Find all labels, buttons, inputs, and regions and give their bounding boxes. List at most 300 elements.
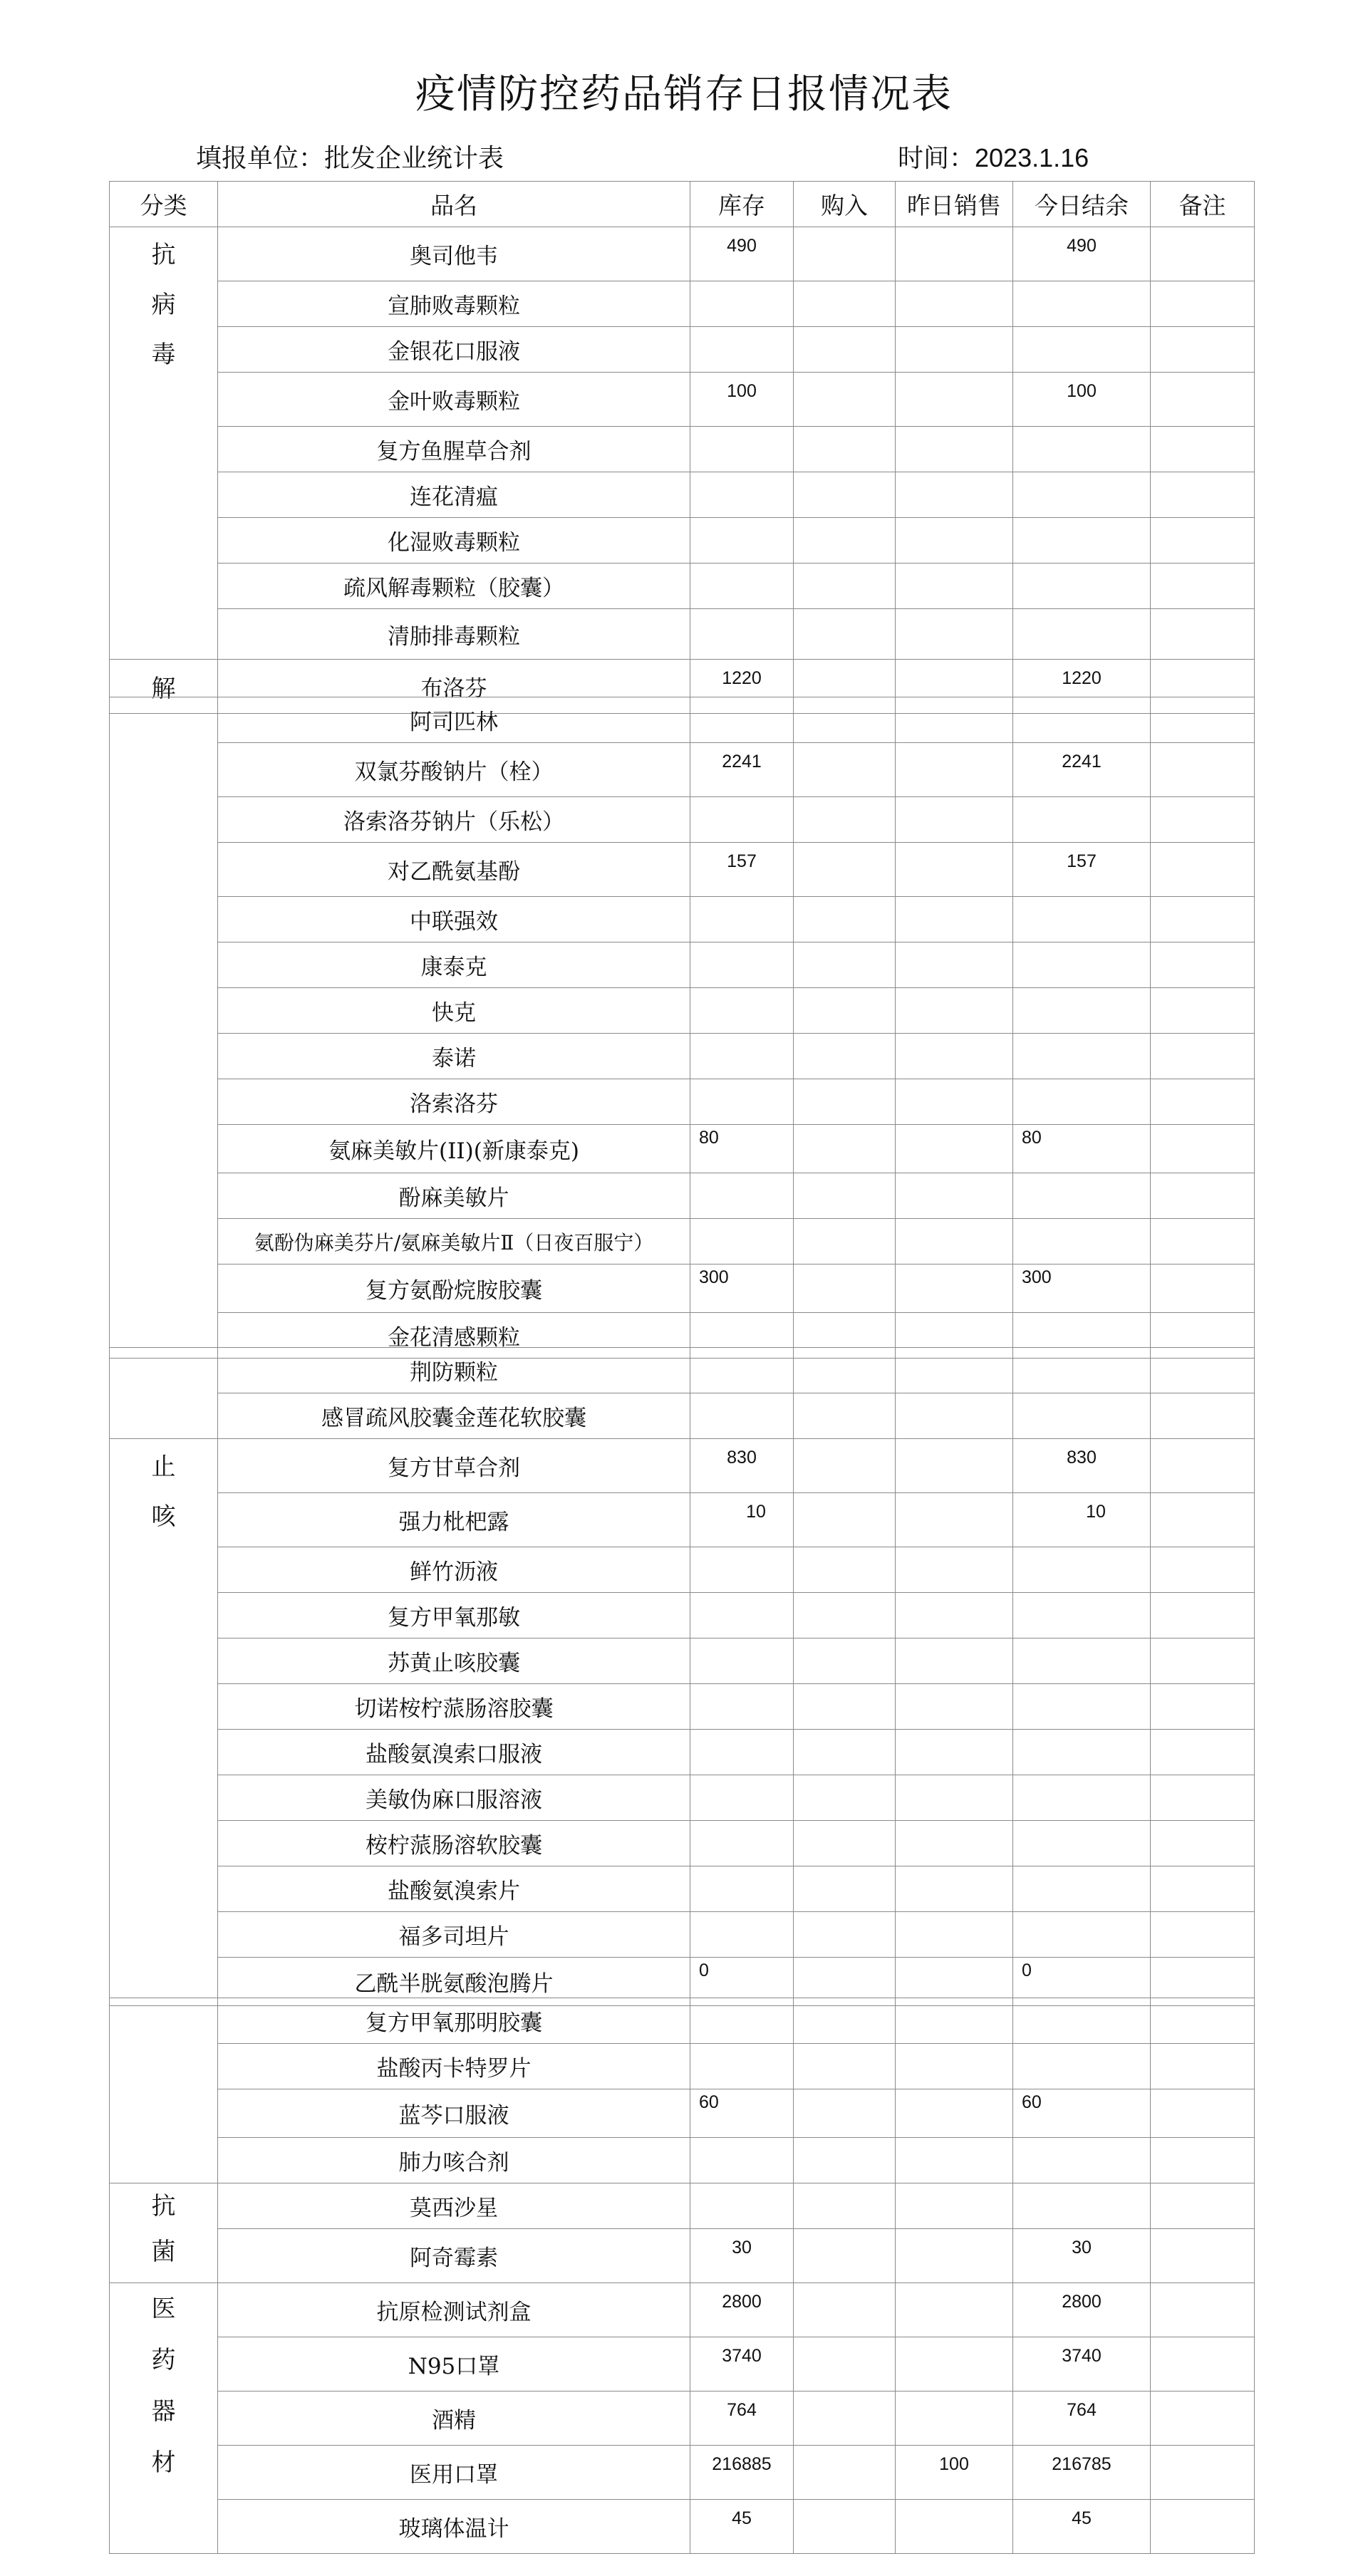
- product-name: 氨酚伪麻美芬片/氨麻美敏片Ⅱ（日夜百服宁）: [218, 1219, 690, 1264]
- product-name: 美敏伪麻口服溶液: [218, 1775, 690, 1821]
- purchase-cell: [794, 2391, 896, 2446]
- purchase-cell: [794, 1866, 896, 1912]
- today-cell: 60: [1013, 2089, 1151, 2138]
- today-cell: [1013, 1912, 1151, 1958]
- table-row: [110, 2183, 1255, 2229]
- product-name: 盐酸氨溴索片: [218, 1866, 690, 1912]
- purchase-cell: [794, 281, 896, 327]
- product-name: 医用口罩: [218, 2446, 690, 2500]
- header-purchase: 购入: [794, 182, 896, 227]
- product-name: 洛索洛芬: [218, 1079, 690, 1125]
- purchase-cell: [794, 1393, 896, 1439]
- today-cell: 30: [1013, 2229, 1151, 2283]
- today-cell: [1013, 2044, 1151, 2089]
- today-cell: [1013, 427, 1151, 472]
- purchase-cell: [794, 1547, 896, 1593]
- purchase-cell: [794, 373, 896, 427]
- today-cell: [1013, 1775, 1151, 1821]
- stock-cell: [690, 897, 794, 942]
- yesterday-cell: [896, 227, 1013, 281]
- table-row: [110, 1219, 1255, 1264]
- today-cell: [1013, 697, 1151, 743]
- page-title: 疫情防控药品销存日报情况表: [415, 71, 953, 118]
- stock-cell: [690, 1034, 794, 1079]
- category-antitussive: [110, 1439, 218, 2006]
- product-name: 复方氨酚烷胺胶囊: [218, 1264, 690, 1313]
- today-cell: [1013, 472, 1151, 518]
- category-char: 药: [151, 2346, 176, 2374]
- remarks-cell: [1151, 1547, 1255, 1593]
- today-cell: 0: [1013, 1958, 1151, 2006]
- table-row: [110, 2138, 1255, 2183]
- table-row: [110, 2089, 1255, 2138]
- product-name: 连花清瘟: [218, 472, 690, 518]
- today-cell: [1013, 1866, 1151, 1912]
- category-char: 抗: [151, 241, 176, 269]
- today-cell: 100: [1013, 373, 1151, 427]
- table-row: [110, 1547, 1255, 1593]
- remarks-cell: [1151, 1638, 1255, 1684]
- product-name: 快克: [218, 988, 690, 1034]
- remarks-cell: [1151, 2283, 1255, 2337]
- product-name: 乙酰半胱氨酸泡腾片: [218, 1958, 690, 2006]
- today-cell: 157: [1013, 843, 1151, 897]
- purchase-cell: [794, 843, 896, 897]
- product-name: 疏风解毒颗粒（胶囊）: [218, 564, 690, 609]
- yesterday-cell: [896, 2229, 1013, 2283]
- table-row: [110, 2283, 1255, 2337]
- stock-cell: 764: [690, 2391, 794, 2446]
- today-cell: [1013, 1348, 1151, 1393]
- stock-cell: 1220: [690, 660, 794, 714]
- today-cell: [1013, 2183, 1151, 2229]
- table-antipyretic: [109, 697, 1255, 1359]
- remarks-cell: [1151, 609, 1255, 660]
- purchase-cell: [794, 797, 896, 843]
- remarks-cell: [1151, 2500, 1255, 2554]
- remarks-cell: [1151, 2138, 1255, 2183]
- product-name: 玻璃体温计: [218, 2500, 690, 2554]
- purchase-cell: [794, 1593, 896, 1638]
- stock-cell: [690, 988, 794, 1034]
- yesterday-cell: [896, 1034, 1013, 1079]
- table-row: [110, 2229, 1255, 2283]
- product-name: 复方鱼腥草合剂: [218, 427, 690, 472]
- remarks-cell: [1151, 1125, 1255, 1173]
- category-char: 止: [151, 1453, 176, 1481]
- header-name: 品名: [218, 182, 690, 227]
- product-name: N95口罩: [218, 2337, 690, 2391]
- purchase-cell: [794, 2500, 896, 2554]
- remarks-cell: [1151, 1912, 1255, 1958]
- purchase-cell: [794, 1079, 896, 1125]
- yesterday-cell: [896, 1730, 1013, 1775]
- header-category: 分类: [110, 182, 218, 227]
- remarks-cell: [1151, 1079, 1255, 1125]
- stock-cell: 300: [690, 1264, 794, 1313]
- stock-cell: [690, 564, 794, 609]
- remarks-cell: [1151, 1173, 1255, 1219]
- purchase-cell: [794, 2337, 896, 2391]
- stock-cell: [690, 427, 794, 472]
- table-row: [110, 2044, 1255, 2089]
- stock-cell: [690, 1912, 794, 1958]
- table-row: [110, 564, 1255, 609]
- yesterday-cell: [896, 327, 1013, 373]
- table-row: [110, 1866, 1255, 1912]
- yesterday-cell: [896, 2283, 1013, 2337]
- remarks-cell: [1151, 2183, 1255, 2229]
- today-cell: [1013, 1730, 1151, 1775]
- product-name: 福多司坦片: [218, 1912, 690, 1958]
- yesterday-cell: [896, 1219, 1013, 1264]
- table-row: [110, 1730, 1255, 1775]
- stock-cell: 3740: [690, 2337, 794, 2391]
- remarks-cell: [1151, 897, 1255, 942]
- stock-cell: 0: [690, 1958, 794, 2006]
- purchase-cell: [794, 988, 896, 1034]
- purchase-cell: [794, 1219, 896, 1264]
- product-name: 氨麻美敏片(II)(新康泰克): [218, 1125, 690, 1173]
- purchase-cell: [794, 1348, 896, 1393]
- stock-cell: [690, 281, 794, 327]
- remarks-cell: [1151, 1034, 1255, 1079]
- today-cell: [1013, 564, 1151, 609]
- table-row: [110, 1034, 1255, 1079]
- table-antitussive: [109, 1347, 1255, 2006]
- stock-cell: [690, 1348, 794, 1393]
- purchase-cell: [794, 743, 896, 797]
- remarks-cell: [1151, 2391, 1255, 2446]
- purchase-cell: [794, 2229, 896, 2283]
- header-remarks: 备注: [1151, 182, 1255, 227]
- table-row: [110, 1439, 1255, 1493]
- date-label: 时间：: [898, 144, 975, 173]
- stock-cell: [690, 1079, 794, 1125]
- product-name: 金银花口服液: [218, 327, 690, 373]
- stock-cell: 830: [690, 1439, 794, 1493]
- today-cell: [1013, 518, 1151, 564]
- stock-cell: 2800: [690, 2283, 794, 2337]
- product-name: 泰诺: [218, 1034, 690, 1079]
- today-cell: [1013, 1547, 1151, 1593]
- today-cell: 764: [1013, 2391, 1151, 2446]
- stock-cell: [690, 697, 794, 743]
- stock-cell: [690, 1684, 794, 1730]
- yesterday-cell: [896, 2500, 1013, 2554]
- category-char: 医: [151, 2295, 176, 2323]
- purchase-cell: [794, 1264, 896, 1313]
- product-name: 康泰克: [218, 942, 690, 988]
- table-row: [110, 743, 1255, 797]
- remarks-cell: [1151, 2446, 1255, 2500]
- category-blank: [110, 697, 218, 1359]
- yesterday-cell: [896, 564, 1013, 609]
- today-cell: [1013, 1684, 1151, 1730]
- stock-cell: 100: [690, 373, 794, 427]
- yesterday-cell: [896, 2337, 1013, 2391]
- purchase-cell: [794, 1439, 896, 1493]
- yesterday-cell: [896, 1912, 1013, 1958]
- remarks-cell: [1151, 1775, 1255, 1821]
- product-name: 奥司他韦: [218, 227, 690, 281]
- stock-cell: [690, 2183, 794, 2229]
- today-cell: [1013, 327, 1151, 373]
- product-name: 盐酸丙卡特罗片: [218, 2044, 690, 2089]
- purchase-cell: [794, 1912, 896, 1958]
- table-row: [110, 1684, 1255, 1730]
- remarks-cell: [1151, 1393, 1255, 1439]
- stock-cell: [690, 1998, 794, 2044]
- today-cell: 10: [1013, 1493, 1151, 1547]
- category-blank: [110, 1348, 218, 1439]
- table-row: [110, 2446, 1255, 2500]
- product-name: 桉柠蒎肠溶软胶囊: [218, 1821, 690, 1866]
- product-name: 复方甘草合剂: [218, 1439, 690, 1493]
- purchase-cell: [794, 2044, 896, 2089]
- category-char: 抗: [151, 2192, 176, 2221]
- table-antiviral: [109, 181, 1255, 714]
- stock-cell: [690, 1173, 794, 1219]
- product-name: 洛索洛芬钠片（乐松）: [218, 797, 690, 843]
- yesterday-cell: [896, 609, 1013, 660]
- purchase-cell: [794, 1493, 896, 1547]
- yesterday-cell: [896, 1264, 1013, 1313]
- purchase-cell: [794, 2138, 896, 2183]
- remarks-cell: [1151, 2337, 1255, 2391]
- yesterday-cell: [896, 1393, 1013, 1439]
- stock-cell: 45: [690, 2500, 794, 2554]
- header-stock: 库存: [690, 182, 794, 227]
- category-antiviral: [110, 227, 218, 660]
- today-cell: 216785: [1013, 2446, 1151, 2500]
- today-cell: 830: [1013, 1439, 1151, 1493]
- remarks-cell: [1151, 564, 1255, 609]
- purchase-cell: [794, 1125, 896, 1173]
- purchase-cell: [794, 564, 896, 609]
- remarks-cell: [1151, 2229, 1255, 2283]
- yesterday-cell: [896, 1821, 1013, 1866]
- stock-cell: [690, 1547, 794, 1593]
- product-name: 化湿败毒颗粒: [218, 518, 690, 564]
- remarks-cell: [1151, 1493, 1255, 1547]
- category-char: 菌: [151, 2238, 176, 2266]
- product-name: 鲜竹沥液: [218, 1547, 690, 1593]
- purchase-cell: [794, 2283, 896, 2337]
- product-name: 阿司匹林: [218, 697, 690, 743]
- stock-cell: [690, 1593, 794, 1638]
- product-name: 荆防颗粒: [218, 1348, 690, 1393]
- remarks-cell: [1151, 988, 1255, 1034]
- table-row: [110, 281, 1255, 327]
- purchase-cell: [794, 697, 896, 743]
- product-name: 肺力咳合剂: [218, 2138, 690, 2183]
- remarks-cell: [1151, 1348, 1255, 1393]
- purchase-cell: [794, 327, 896, 373]
- purchase-cell: [794, 427, 896, 472]
- table-row: [110, 518, 1255, 564]
- yesterday-cell: [896, 1775, 1013, 1821]
- product-name: 中联强效: [218, 897, 690, 942]
- today-cell: [1013, 897, 1151, 942]
- table-row: [110, 1173, 1255, 1219]
- table-row: [110, 373, 1255, 427]
- today-cell: 2241: [1013, 743, 1151, 797]
- stock-cell: [690, 1730, 794, 1775]
- stock-cell: [690, 472, 794, 518]
- table-row: [110, 1493, 1255, 1547]
- yesterday-cell: [896, 1684, 1013, 1730]
- yesterday-cell: [896, 373, 1013, 427]
- today-cell: [1013, 2138, 1151, 2183]
- yesterday-cell: [896, 2089, 1013, 2138]
- table-row: [110, 1912, 1255, 1958]
- stock-cell: 80: [690, 1125, 794, 1173]
- today-cell: 45: [1013, 2500, 1151, 2554]
- table-row: [110, 1125, 1255, 1173]
- product-name: 金花清感颗粒: [218, 1313, 690, 1359]
- table-row: [110, 2500, 1255, 2554]
- remarks-cell: [1151, 1998, 1255, 2044]
- product-name: 布洛芬: [218, 660, 690, 714]
- today-cell: [1013, 1638, 1151, 1684]
- product-name: 对乙酰氨基酚: [218, 843, 690, 897]
- stock-cell: [690, 1219, 794, 1264]
- table-supplies: [109, 1998, 1255, 2554]
- yesterday-cell: [896, 1439, 1013, 1493]
- stock-cell: [690, 1866, 794, 1912]
- product-name: 感冒疏风胶囊金莲花软胶囊: [218, 1393, 690, 1439]
- table-row: [110, 1998, 1255, 2044]
- product-name: 抗原检测试剂盒: [218, 2283, 690, 2337]
- yesterday-cell: [896, 1998, 1013, 2044]
- stock-cell: 216885: [690, 2446, 794, 2500]
- stock-cell: [690, 327, 794, 373]
- yesterday-cell: [896, 843, 1013, 897]
- category-char: 毒: [151, 341, 176, 369]
- category-char: 病: [151, 291, 176, 319]
- purchase-cell: [794, 1684, 896, 1730]
- stock-cell: [690, 1775, 794, 1821]
- table-row: [110, 988, 1255, 1034]
- table-row: [110, 1079, 1255, 1125]
- table-row: [110, 2337, 1255, 2391]
- product-name: 切诺桉柠蒎肠溶胶囊: [218, 1684, 690, 1730]
- product-name: 酚麻美敏片: [218, 1173, 690, 1219]
- product-name: 双氯芬酸钠片（栓）: [218, 743, 690, 797]
- yesterday-cell: [896, 281, 1013, 327]
- remarks-cell: [1151, 1821, 1255, 1866]
- remarks-cell: [1151, 1219, 1255, 1264]
- purchase-cell: [794, 1998, 896, 2044]
- yesterday-cell: [896, 1866, 1013, 1912]
- yesterday-cell: [896, 797, 1013, 843]
- purchase-cell: [794, 897, 896, 942]
- table-row: [110, 2391, 1255, 2446]
- yesterday-cell: [896, 1547, 1013, 1593]
- yesterday-cell: [896, 743, 1013, 797]
- yesterday-cell: [896, 1493, 1013, 1547]
- purchase-cell: [794, 2446, 896, 2500]
- remarks-cell: [1151, 227, 1255, 281]
- product-name: 复方甲氧那明胶囊: [218, 1998, 690, 2044]
- purchase-cell: [794, 942, 896, 988]
- today-cell: [1013, 797, 1151, 843]
- category-char: 器: [151, 2397, 176, 2426]
- remarks-cell: [1151, 472, 1255, 518]
- today-cell: 490: [1013, 227, 1151, 281]
- table-row: [110, 1775, 1255, 1821]
- table-row: [110, 897, 1255, 942]
- purchase-cell: [794, 1775, 896, 1821]
- purchase-cell: [794, 1173, 896, 1219]
- table-row: [110, 843, 1255, 897]
- today-cell: 300: [1013, 1264, 1151, 1313]
- product-name: 金叶败毒颗粒: [218, 373, 690, 427]
- category-char: 咳: [151, 1502, 176, 1531]
- today-cell: [1013, 988, 1151, 1034]
- today-cell: [1013, 1079, 1151, 1125]
- remarks-cell: [1151, 942, 1255, 988]
- category-blank: [110, 1998, 218, 2183]
- stock-cell: [690, 1393, 794, 1439]
- reporting-unit: 填报单位：批发企业统计表: [196, 144, 504, 173]
- stock-cell: [690, 609, 794, 660]
- remarks-cell: [1151, 1593, 1255, 1638]
- header-yesterday-sales: 昨日销售: [896, 182, 1013, 227]
- remarks-cell: [1151, 743, 1255, 797]
- category-antipyretic: 解: [110, 660, 218, 714]
- stock-cell: 10: [690, 1493, 794, 1547]
- table-row: [110, 1264, 1255, 1313]
- yesterday-cell: [896, 2044, 1013, 2089]
- today-cell: [1013, 1821, 1151, 1866]
- yesterday-cell: [896, 472, 1013, 518]
- stock-cell: [690, 1821, 794, 1866]
- yesterday-cell: [896, 2138, 1013, 2183]
- product-name: 阿奇霉素: [218, 2229, 690, 2283]
- stock-cell: [690, 518, 794, 564]
- table-row: [110, 227, 1255, 281]
- table-row: [110, 942, 1255, 988]
- remarks-cell: [1151, 1730, 1255, 1775]
- remarks-cell: [1151, 843, 1255, 897]
- remarks-cell: [1151, 518, 1255, 564]
- stock-cell: 30: [690, 2229, 794, 2283]
- category-char: 材: [151, 2448, 176, 2477]
- remarks-cell: [1151, 797, 1255, 843]
- purchase-cell: [794, 1034, 896, 1079]
- purchase-cell: [794, 2183, 896, 2229]
- purchase-cell: [794, 1638, 896, 1684]
- stock-cell: 2241: [690, 743, 794, 797]
- table-row: [110, 1348, 1255, 1393]
- remarks-cell: [1151, 1684, 1255, 1730]
- yesterday-cell: [896, 1638, 1013, 1684]
- table-row: [110, 609, 1255, 660]
- stock-cell: [690, 2044, 794, 2089]
- today-cell: 80: [1013, 1125, 1151, 1173]
- today-cell: 3740: [1013, 2337, 1151, 2391]
- stock-cell: [690, 942, 794, 988]
- remarks-cell: [1151, 1264, 1255, 1313]
- yesterday-cell: [896, 1173, 1013, 1219]
- remarks-cell: [1151, 373, 1255, 427]
- table-row: [110, 427, 1255, 472]
- purchase-cell: [794, 1730, 896, 1775]
- today-cell: [1013, 609, 1151, 660]
- product-name: 苏黄止咳胶囊: [218, 1638, 690, 1684]
